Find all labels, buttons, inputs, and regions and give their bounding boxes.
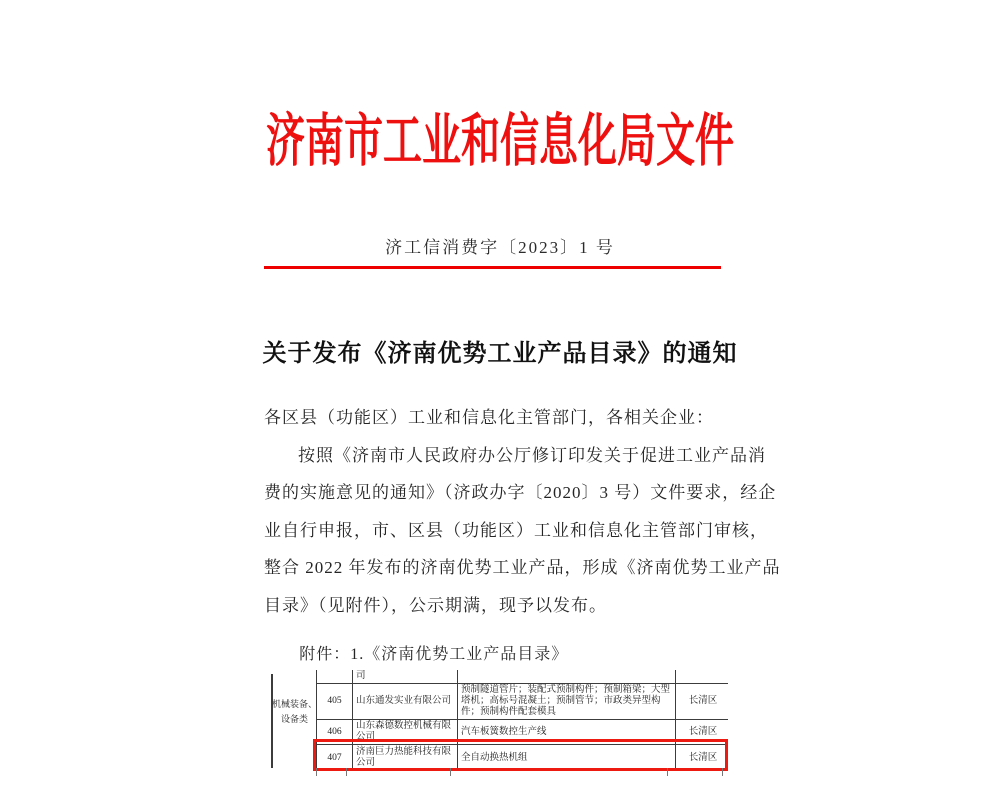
cell-products: 汽车板簧数控生产线 bbox=[458, 720, 676, 745]
body-line: 按照《济南市人民政府办公厅修订印发关于促进工业产品消 bbox=[298, 445, 766, 465]
table-border-stub bbox=[722, 768, 723, 776]
category-line1: 机械装备、 bbox=[272, 699, 318, 709]
table-row-partial bbox=[317, 670, 729, 684]
body-line: 整合 2022 年发布的济南优势工业产品，形成《济南优势工业产品 bbox=[264, 558, 781, 577]
cell-no: 406 bbox=[317, 720, 353, 745]
body-line: 目录》（见附件），公示期满，现予以发布。 bbox=[264, 595, 607, 615]
table-border-stub bbox=[316, 768, 317, 776]
notice-body bbox=[264, 399, 781, 624]
letterhead-title bbox=[0, 96, 1000, 173]
cell-district: 长清区 bbox=[676, 684, 729, 720]
cell-products: 预制隧道管片；装配式预制构件；预制箱梁；大型塔机；高标号混凝土；预制管节；市政类异型构件；预制构件配套模具 bbox=[458, 684, 676, 720]
cell-products bbox=[458, 670, 676, 684]
row-407-highlight-box bbox=[313, 739, 728, 771]
cell-no bbox=[317, 670, 353, 684]
cell-district bbox=[676, 670, 729, 684]
table-border-stub bbox=[346, 768, 347, 776]
red-divider-rule bbox=[264, 266, 721, 269]
cell-products: 全自动换热机组 bbox=[458, 745, 676, 769]
category-line2: 设备类 bbox=[280, 714, 308, 724]
body-line-salutation: 各区县（功能区）工业和信息化主管部门，各相关企业： bbox=[264, 408, 714, 427]
cell-no: 405 bbox=[317, 684, 353, 720]
notice-title: 关于发布《济南优势工业产品目录》的通知 bbox=[262, 341, 738, 367]
cell-company-fragment: 司 bbox=[353, 670, 458, 684]
table-border-stub bbox=[450, 768, 451, 776]
body-line: 费的实施意见的通知》（济政办字〔2020〕3 号）文件要求，经企 bbox=[264, 483, 777, 502]
table-row-405 bbox=[317, 684, 729, 720]
attachment-line: 附件：1.《济南优势工业产品目录》 bbox=[299, 646, 569, 663]
cell-company: 济南巨力热能科技有限公司 bbox=[353, 745, 458, 769]
body-line: 业自行申报，市、区县（功能区）工业和信息化主管部门审核， bbox=[264, 520, 768, 540]
cell-district: 长清区 bbox=[676, 745, 729, 769]
table-category-label bbox=[272, 697, 317, 727]
cell-company: 山东森德数控机械有限公司 bbox=[353, 720, 458, 745]
cell-company: 山东通发实业有限公司 bbox=[353, 684, 458, 720]
document-number: 济工信消费字〔2023〕1 号 bbox=[385, 238, 615, 257]
cell-district: 长清区 bbox=[676, 720, 729, 745]
letterhead-title-text: 济南市工业和信息化局文件 bbox=[265, 110, 734, 173]
table-border-stub bbox=[667, 768, 668, 776]
cell-no: 407 bbox=[317, 745, 353, 769]
